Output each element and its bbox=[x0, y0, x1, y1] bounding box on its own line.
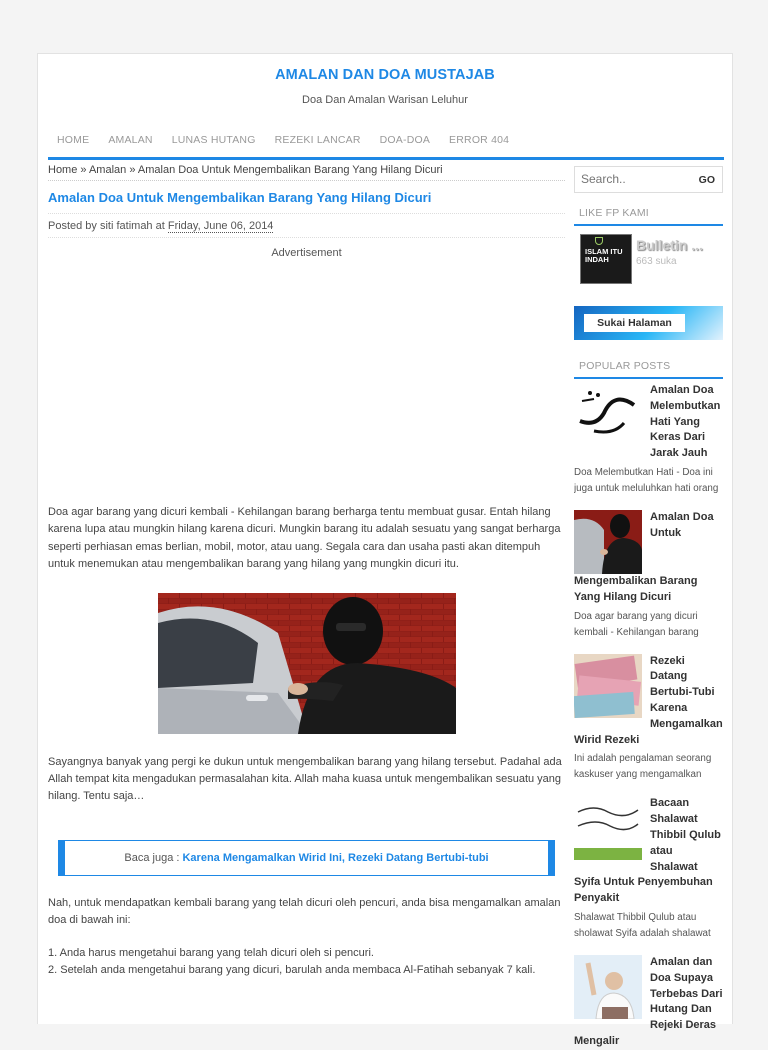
related-post-prefix: Baca juga : bbox=[124, 851, 183, 864]
sidebar bbox=[574, 166, 723, 1050]
popular-post-snippet: Doa Melembutkan Hati - Doa ini juga untuk meluluhkan hati orang bbox=[574, 466, 719, 494]
post-paragraph: Doa agar barang yang dicuri kembali - Kehilangan barang berharga tentu membuat gusar. Entah hilang karena lupa atau mungkin hilang karena dicuri. Mungkin barang itu adalah sesuatu yang sangat berharga seperti perhiasan emas berlian, mobil, motor, atau uang. Segala cara dan usaha pasti akan ditempuh untuk menemukan atau mengembalikan barang yang hilang yang mungkin dicuri itu. bbox=[48, 506, 561, 571]
advertisement-label: Advertisement bbox=[271, 247, 342, 259]
widget-title-facebook: LIKE FP KAMI bbox=[574, 207, 723, 226]
list-item: 2. Setelah anda mengetahui barang yang dicuri, barulah anda membaca Al-Fatihah sebanyak 7 kali. bbox=[48, 964, 536, 977]
site-header bbox=[38, 54, 732, 106]
breadcrumb-separator: » bbox=[77, 164, 89, 176]
search-box bbox=[574, 166, 723, 193]
related-post-box bbox=[58, 840, 555, 876]
popular-post-thumbnail[interactable] bbox=[574, 955, 642, 1019]
popular-post-thumbnail[interactable] bbox=[574, 510, 642, 574]
thief-car-image bbox=[158, 593, 456, 734]
nav-item-doa-doa[interactable]: DOA-DOA bbox=[379, 134, 431, 146]
post-date[interactable]: Friday, June 06, 2014 bbox=[167, 220, 274, 232]
popular-post-item[interactable] bbox=[574, 508, 723, 650]
page-container bbox=[37, 53, 733, 1047]
popular-post-snippet: Doa agar barang yang dicuri kembali - Kehilangan barang bbox=[574, 610, 699, 638]
facebook-like-box bbox=[574, 226, 723, 339]
popular-post-snippet: Shalawat Thibbil Qulub atau sholawat Syifa adalah shalawat bbox=[574, 911, 711, 939]
popular-post-title[interactable]: Rezeki Datang Bertubi-Tubi Karena Mengamalkan Wirid Rezeki bbox=[574, 654, 723, 746]
popular-post-title[interactable]: Amalan Doa Untuk Mengembalikan Barang Yang Hilang Dicuri bbox=[574, 510, 714, 603]
facebook-like-count: 663 suka bbox=[636, 256, 677, 267]
post-meta bbox=[48, 214, 565, 238]
post-paragraph: Nah, untuk mendapatkan kembali barang yang telah dicuri oleh pencuri, anda bisa mengamalkan amalan doa di bawah ini: bbox=[48, 896, 561, 927]
related-post-link[interactable]: Karena Mengamalkan Wirid Ini, Rezeki Datang Bertubi-tubi bbox=[182, 851, 489, 864]
main-nav bbox=[48, 126, 724, 160]
advertisement-slot[interactable] bbox=[48, 259, 565, 504]
search-go-button[interactable]: GO bbox=[698, 174, 715, 186]
popular-post-thumbnail[interactable] bbox=[574, 796, 642, 860]
page-logo[interactable]: ISLAM ITU INDAH bbox=[580, 234, 632, 284]
main-content bbox=[48, 161, 565, 979]
popular-post-item[interactable] bbox=[574, 652, 723, 793]
crescent-icon bbox=[595, 237, 603, 245]
popular-post-item[interactable] bbox=[574, 953, 723, 1050]
nav-item-home[interactable]: HOME bbox=[57, 134, 90, 146]
like-page-button[interactable]: Sukai Halaman bbox=[584, 314, 685, 332]
popular-post-title[interactable]: Amalan Doa Melembutkan Hati Yang Keras Dari Jarak Jauh bbox=[650, 384, 721, 460]
popular-post-snippet: Ini adalah pengalaman seorang kaskuser yang mengamalkan bbox=[574, 753, 712, 781]
breadcrumb-category[interactable]: Amalan bbox=[88, 164, 127, 176]
site-title[interactable]: AMALAN DAN DOA MUSTAJAB bbox=[275, 67, 495, 83]
popular-post-thumbnail[interactable] bbox=[574, 383, 642, 447]
list-item: 1. Anda harus mengetahui barang yang telah dicuri oleh si pencuri. bbox=[48, 946, 374, 959]
breadcrumb-separator: » bbox=[126, 164, 138, 176]
post-title[interactable]: Amalan Doa Untuk Mengembalikan Barang Yang Hilang Dicuri bbox=[48, 190, 565, 214]
post-author: Posted by siti fatimah at bbox=[48, 220, 168, 232]
breadcrumb bbox=[48, 161, 565, 181]
facebook-cover bbox=[574, 306, 723, 340]
facebook-page-name[interactable]: Bulletin ... bbox=[636, 237, 703, 253]
nav-item-error-404[interactable]: ERROR 404 bbox=[449, 134, 510, 146]
popular-post-title[interactable]: Bacaan Shalawat Thibbil Qulub atau Shalawat Syifa Untuk Penyembuhan Penyakit bbox=[574, 797, 721, 905]
breadcrumb-home[interactable]: Home bbox=[48, 164, 78, 176]
nav-item-lunas-hutang[interactable]: LUNAS HUTANG bbox=[171, 134, 256, 146]
widget-title-popular: POPULAR POSTS bbox=[574, 360, 723, 379]
popular-post-item[interactable] bbox=[574, 794, 723, 951]
popular-post-item[interactable] bbox=[574, 381, 723, 506]
popular-post-thumbnail[interactable] bbox=[574, 654, 642, 718]
site-description: Doa Dan Amalan Warisan Leluhur bbox=[302, 94, 468, 106]
post-paragraph: Sayangnya banyak yang pergi ke dukun untuk mengembalikan barang yang hilang tersebut. Padahal ada Allah tempat kita mengadukan permasalahan kita. Allah maha kuasa untuk mengembalikan sesuatu yang hilang. Tentu saja… bbox=[48, 755, 562, 803]
breadcrumb-current: Amalan Doa Untuk Mengembalikan Barang Yang Hilang Dicuri bbox=[137, 164, 443, 176]
nav-item-amalan[interactable]: AMALAN bbox=[108, 134, 153, 146]
search-input[interactable] bbox=[575, 167, 693, 186]
nav-item-rezeki-lancar[interactable]: REZEKI LANCAR bbox=[274, 134, 361, 146]
popular-post-title[interactable]: Amalan dan Doa Supaya Terbebas Dari Hutang Dan Rejeki Deras Mengalir bbox=[574, 955, 723, 1047]
